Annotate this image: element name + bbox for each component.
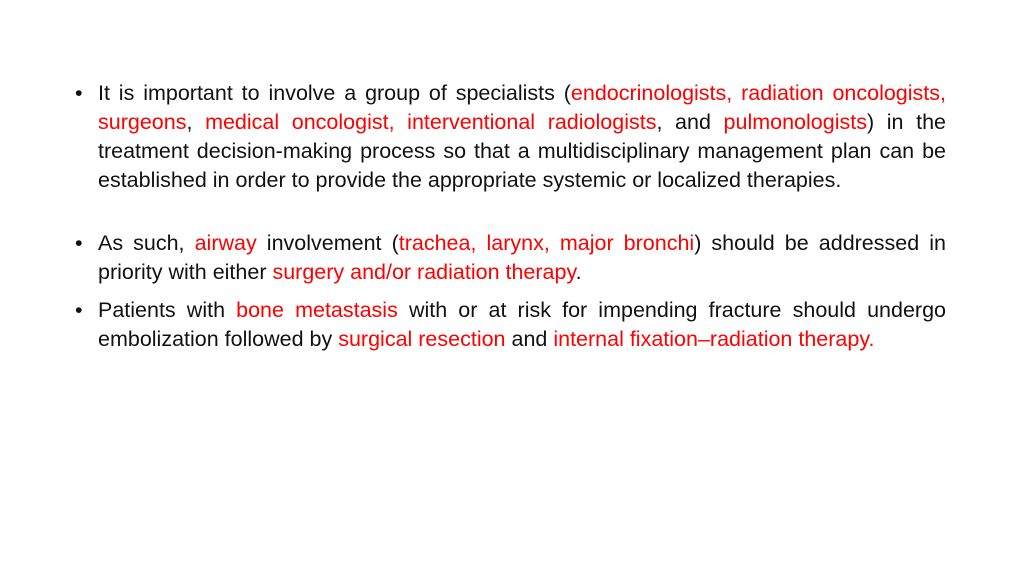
bullet-text (98, 231, 946, 284)
bullet-dot-icon: • (75, 298, 83, 322)
text-segment: airway (194, 231, 257, 255)
text-segment: ) should be addressed in priority with either (98, 231, 946, 284)
text-segment: and (505, 327, 554, 351)
text-segment: medical oncologist, interventional radiologists (205, 110, 657, 134)
bullet-text (98, 81, 946, 192)
text-segment: ) in the treatment decision-making process so that a multidisciplinary management plan can be established in order to provide the appropriate systemic or localized therapies. (98, 110, 946, 192)
text-segment: pulmonologists (723, 110, 867, 134)
text-segment: As such, (98, 231, 195, 255)
bullet-list (72, 79, 946, 354)
text-segment: with or at risk for impending fracture should undergo embolization followed by (98, 298, 946, 351)
bullet-text (98, 298, 946, 351)
text-segment: involvement ( (256, 231, 399, 255)
text-segment: It is important to involve a group of specialists ( (98, 81, 571, 105)
text-segment: bone metastasis (236, 298, 398, 322)
text-segment: , and (656, 110, 724, 134)
text-segment: , (186, 110, 206, 134)
bullet-dot-icon: • (75, 231, 83, 255)
text-segment: endocrinologists, radiation oncologists, surgeons (98, 81, 946, 134)
text-segment: trachea, larynx, major bronchi (398, 231, 695, 255)
text-segment: . (575, 260, 582, 284)
bullet-item-specialists (72, 79, 946, 195)
text-segment: surgery and/or radiation therapy (272, 260, 576, 284)
bullet-item-bone-metastasis (72, 296, 946, 354)
text-segment: internal fixation–radiation therapy. (553, 327, 875, 351)
text-segment: surgical resection (338, 327, 506, 351)
bullet-dot-icon: • (75, 81, 83, 105)
bullet-item-airway (72, 229, 946, 287)
text-segment: Patients with (98, 298, 237, 322)
